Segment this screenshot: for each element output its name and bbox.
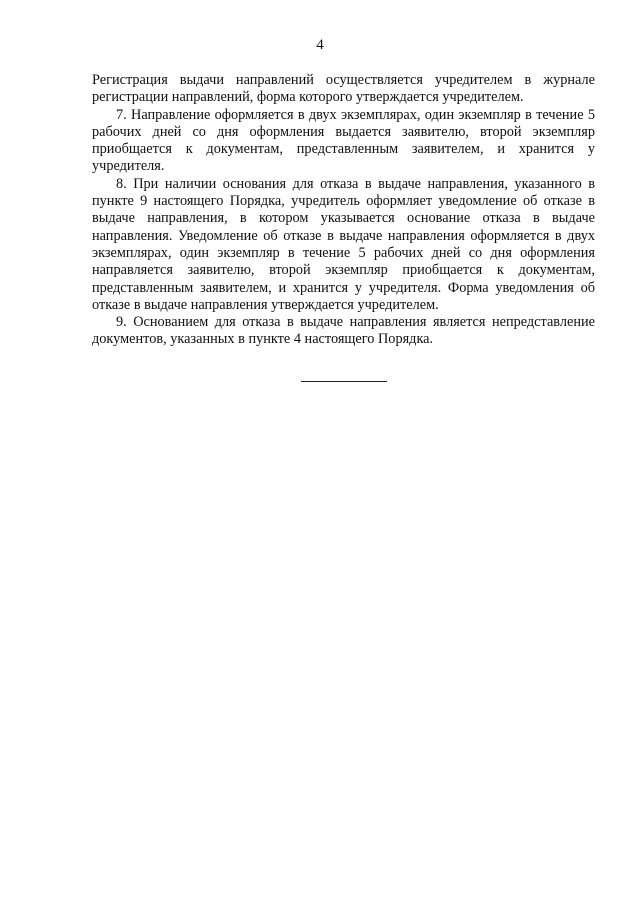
document-body bbox=[92, 72, 595, 349]
end-separator-line bbox=[301, 381, 387, 382]
paragraph-registration: Регистрация выдачи направлений осуществляется учредителем в журнале регистрации направлений, форма которого утверждается учредителем. bbox=[92, 72, 595, 106]
page-number: 4 bbox=[316, 37, 324, 53]
paragraph-9: 9. Основанием для отказа в выдаче направления является непредставление документов, указанных в пункте 4 настоящего Порядка. bbox=[92, 314, 595, 348]
paragraph-8: 8. При наличии основания для отказа в выдаче направления, указанного в пункте 9 настоящего Порядка, учредитель оформляет уведомление об отказе в выдаче направления, в котором указывается основание отказа в выдаче направления. Уведомление об отказе в выдаче направления оформляется в двух экземплярах, один экземпляр в течение 5 рабочих дней со дня оформления направляется заявителю, второй экземпляр приобщается к документам, представленным заявителем, и хранится у учредителя. Форма уведомления об отказе в выдаче направления утверждается учредителем. bbox=[92, 175, 595, 313]
paragraph-7: 7. Направление оформляется в двух экземплярах, один экземпляр в течение 5 рабочих дней со дня оформления выдается заявителю, второй экземпляр приобщается к документам, представленным заявителем, и хранится у учредителя. bbox=[92, 106, 595, 175]
